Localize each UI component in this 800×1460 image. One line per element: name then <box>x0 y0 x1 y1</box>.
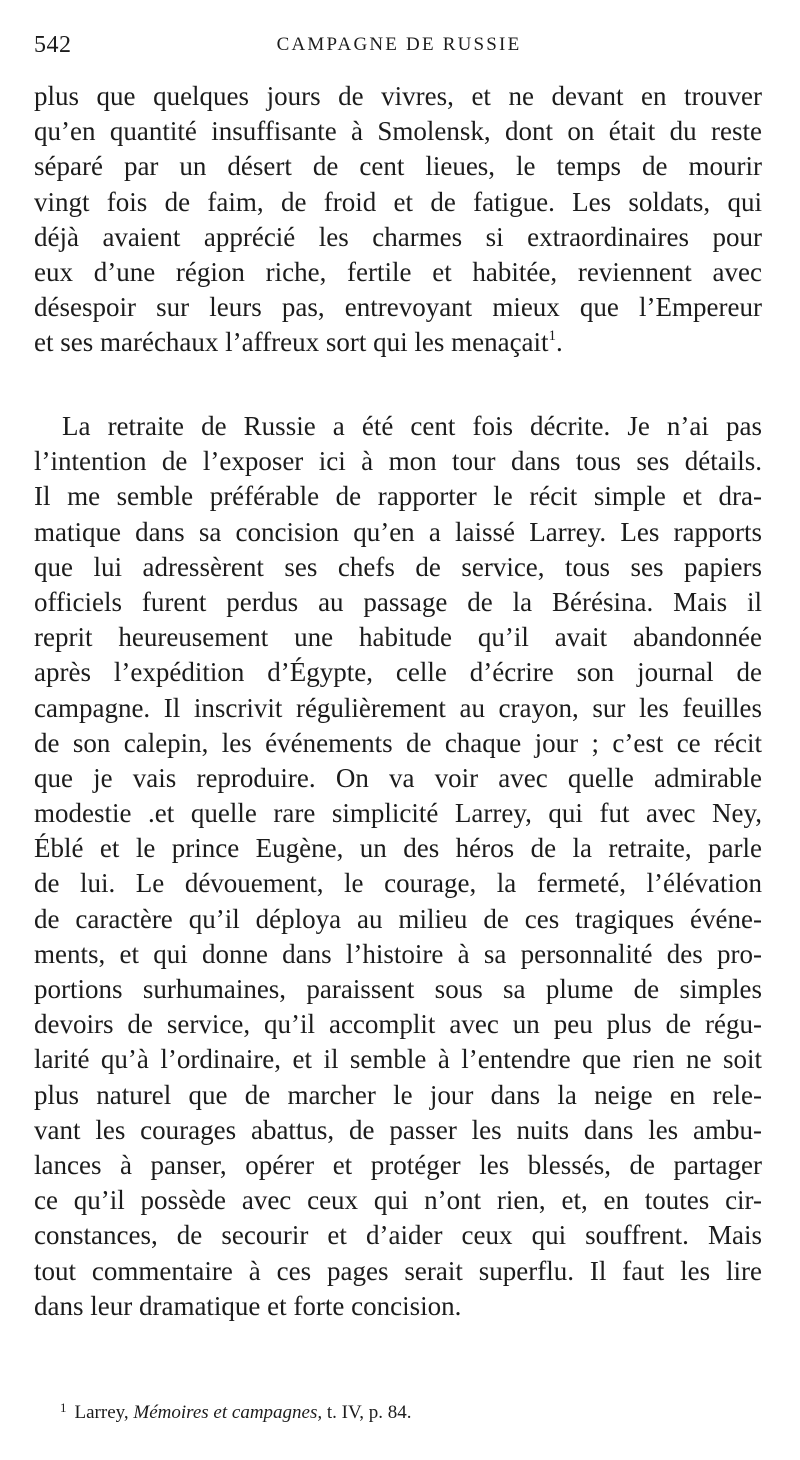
text-line: de lui. Le dévouement, le courage, la fermeté, l’élévation <box>34 868 762 899</box>
text-line-with-note <box>34 325 762 360</box>
text-line: vingt fois de faim, de froid et de fatigue. Les soldats, qui <box>34 186 762 217</box>
text-line: déjà avaient apprécié les charmes si extraordinaires pour <box>34 221 762 252</box>
text-line: plus naturel que de marcher le jour dans la neige en rele- <box>34 1079 762 1110</box>
footnote-mark: 1 <box>60 1400 67 1415</box>
text-line: que lui adressèrent ses chefs de service, tous ses papiers <box>34 551 762 582</box>
text-line: Il me semble préférable de rapporter le récit simple et dra- <box>34 481 762 512</box>
text-line: devoirs de service, qu’il accomplit avec un peu plus de régu- <box>34 1009 762 1040</box>
text-line-body: et ses maréchaux l’affreux sort qui les menaçait <box>34 327 549 358</box>
text-line: Éblé et le prince Eugène, un des héros de la retraite, parle <box>34 833 762 864</box>
page-number: 542 <box>34 32 72 58</box>
text-line: que je vais reproduire. On va voir avec quelle admirable <box>34 762 762 793</box>
text-line: de caractère qu’il déploya au milieu de ces tragiques événe- <box>34 903 762 934</box>
text-line: ce qu’il possède avec ceux qui n’ont rien, et, en toutes cir- <box>34 1185 762 1216</box>
text-line: plus que quelques jours de vivres, et ne devant en trouver <box>34 81 762 111</box>
text-line: campagne. Il inscrivit régulièrement au crayon, sur les feuilles <box>34 692 762 723</box>
text-line: larité qu’à l’ordinaire, et il semble à l’entendre que rien ne soit <box>34 1044 762 1075</box>
text-line: portions surhumaines, paraissent sous sa plume de simples <box>34 974 762 1004</box>
text-line: matique dans sa concision qu’en a laissé Larrey. Les rapports <box>34 516 762 547</box>
text-line: de son calepin, les événements de chaque jour ; c’est ce récit <box>34 727 762 758</box>
text-line: reprit heureusement une habitude qu’il avait abandonnée <box>34 622 762 653</box>
text-line: tout commentaire à ces pages serait superflu. Il faut les lire <box>34 1255 762 1286</box>
text-line: dans leur dramatique et forte concision. <box>34 1290 462 1321</box>
sentence-end: . <box>556 327 563 358</box>
paragraph-continued <box>34 79 762 361</box>
text-line: l’intention de l’exposer ici à mon tour dans tous ses détails. <box>34 446 762 477</box>
running-head <box>34 30 764 60</box>
text-line: après l’expédition d’Égypte, celle d’écrire son journal de <box>34 657 762 688</box>
text-line: modestie .et quelle rare simplicité Larrey, qui fut avec Ney, <box>34 798 762 829</box>
footnote-work-title: Mémoires et campagnes, <box>133 1402 323 1423</box>
text-line: eux d’une région riche, fertile et habitée, reviennent avec <box>34 256 762 287</box>
text-line: ments, et qui donne dans l’histoire à sa personnalité des pro- <box>34 938 762 969</box>
text-line: séparé par un désert de cent lieues, le temps de mourir <box>34 151 762 182</box>
footnote-reference-text: t. IV, p. 84. <box>326 1402 412 1423</box>
text-line: lances à panser, opérer et protéger les blessés, de partager <box>34 1149 762 1180</box>
footnote-author: Larrey, <box>74 1402 129 1423</box>
footnote <box>60 1400 412 1424</box>
footnote-reference: 1 <box>548 328 557 345</box>
paragraph-retreat <box>34 409 762 1324</box>
text-line: La retraite de Russie a été cent fois décrite. Je n’ai pas <box>62 411 762 441</box>
text-line: officiels furent perdus au passage de la Bérésina. Mais il <box>34 586 762 617</box>
text-line: constances, de secourir et d’aider ceux qui souffrent. Mais <box>34 1220 762 1251</box>
running-head-title: CAMPAGNE DE RUSSIE <box>276 34 522 55</box>
text-line: désespoir sur leurs pas, entrevoyant mieux que l’Empereur <box>34 292 762 323</box>
text-line: vant les courages abattus, de passer les nuits dans les ambu- <box>34 1114 762 1145</box>
text-line: qu’en quantité insuffisante à Smolensk, dont on était du reste <box>34 116 762 147</box>
